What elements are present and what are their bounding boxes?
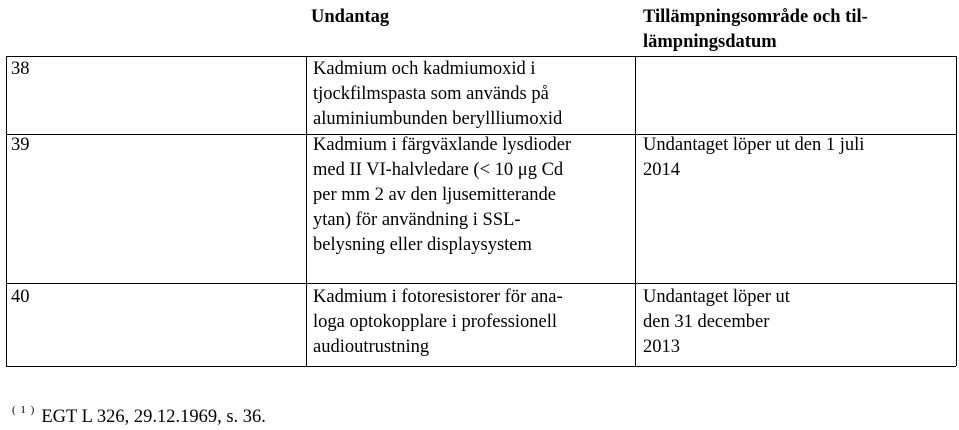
- column-header-exemption: Undantag: [311, 7, 390, 27]
- footnote-text: EGT L 326, 29.12.1969, s. 36.: [41, 407, 266, 427]
- scope-39: Undantaget löper ut den 1 juli 2014: [643, 135, 865, 180]
- scope-40: Undantaget löper ut den 31 december 2013: [643, 287, 790, 357]
- footnote: [12, 398, 266, 430]
- table-border-right: [956, 56, 957, 366]
- column-header-scope: Tillämpningsområde och til- lämpningsdatum: [643, 7, 868, 52]
- exemption-38: Kadmium och kadmiumoxid i tjockfilmspasta som används på aluminiumbunden beryllliumoxid: [313, 59, 563, 129]
- table-rule-39: [6, 283, 956, 284]
- row-number-39: 39: [11, 135, 30, 155]
- row-number-38: 38: [11, 59, 30, 79]
- row-number-40: 40: [11, 287, 30, 307]
- exemption-40: Kadmium i fotoresistorer för ana- loga optokopplare i professionell audioutrustning: [313, 287, 563, 357]
- column-divider-1: [306, 56, 307, 366]
- exemption-39: Kadmium i färgväxlande lysdioder med II VI-halvledare (< 10 μg Cd per mm 2 av den ljusemitterande ytan) för användning i SSL- belysning eller displaysystem: [313, 135, 572, 255]
- column-divider-2: [635, 56, 636, 366]
- footnote-marker: ( 1 ): [12, 404, 36, 416]
- table-rule-bottom: [6, 366, 956, 367]
- table-border-left: [6, 56, 7, 366]
